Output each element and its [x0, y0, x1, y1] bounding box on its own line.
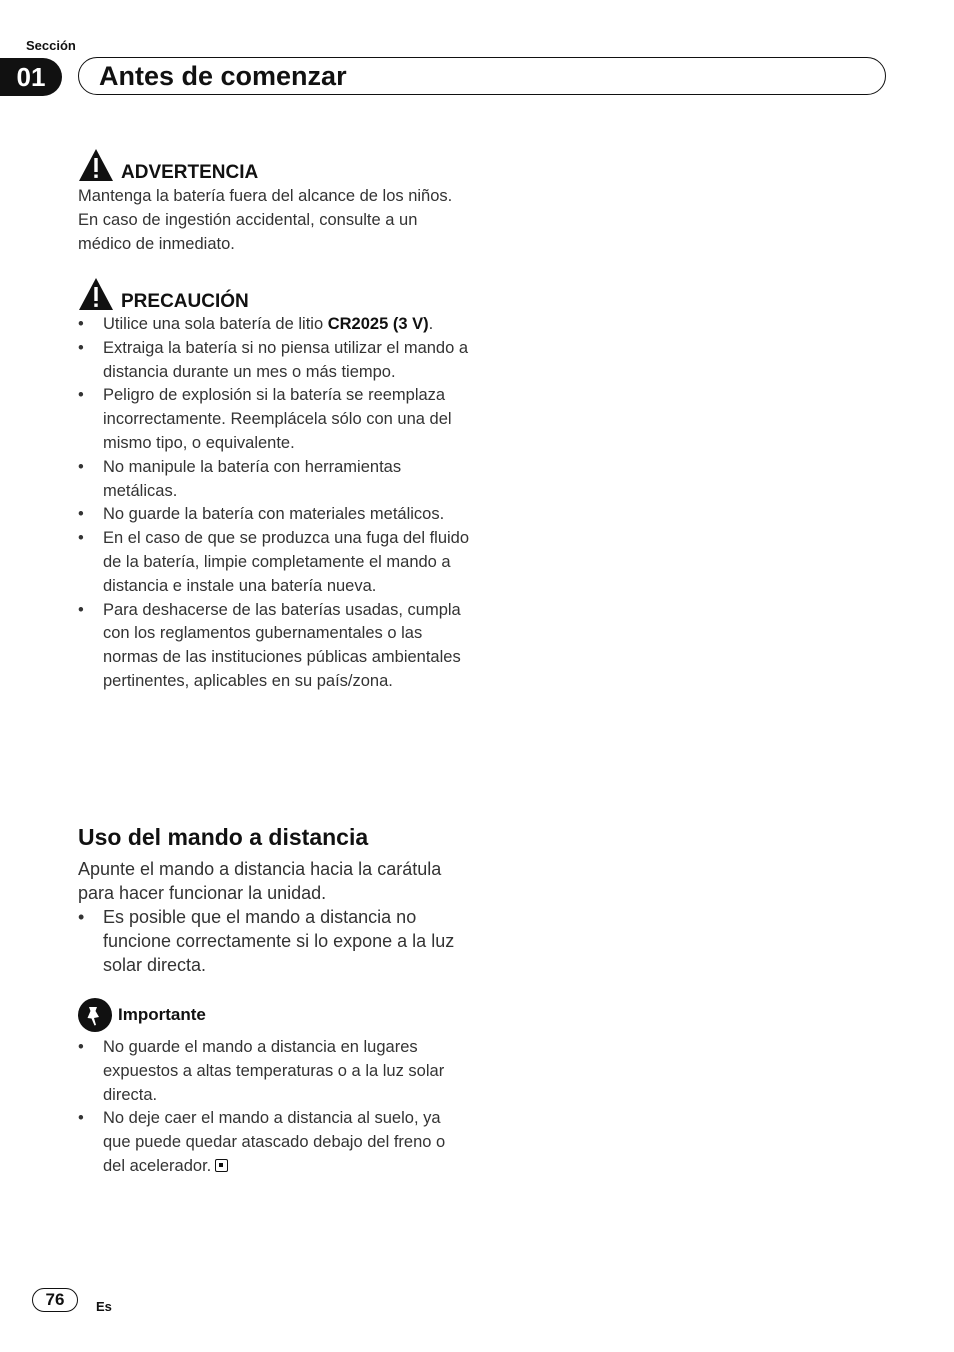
caution-title: PRECAUCIÓN: [121, 291, 249, 312]
warning-triangle-icon: [78, 148, 114, 182]
list-item: • Utilice una sola batería de litio CR2025 (3 V).: [78, 315, 434, 333]
caution-block: [78, 275, 470, 694]
list-item: • Extraiga la batería si no piensa utilizar el mando a distancia durante un mes o más tiempo.: [78, 338, 469, 381]
caution-header: [78, 275, 470, 311]
battery-model: CR2025 (3 V): [327, 315, 429, 333]
important-header: [78, 998, 470, 1032]
remote-list: [78, 905, 470, 977]
warning-header: [78, 146, 470, 182]
warning-block: [78, 146, 470, 256]
chapter-title: Antes de comenzar: [99, 61, 347, 91]
remote-intro: Apunte el mando a distancia hacia la carátula para hacer funcionar la unidad.: [78, 859, 442, 903]
important-title: Importante: [118, 1005, 206, 1024]
list-item: • No manipule la batería con herramientas metálicas.: [78, 457, 402, 500]
page-number: 76: [32, 1288, 78, 1312]
list-item: • No guarde la batería con materiales metálicos.: [78, 505, 445, 524]
section-label: Sección: [26, 38, 76, 53]
section-number: 01: [16, 61, 46, 92]
caution-list: [78, 313, 470, 694]
chapter-title-bar: [78, 57, 886, 95]
list-item: • Es posible que el mando a distancia no funcione correctamente si lo expone a la luz solar directa.: [78, 907, 455, 975]
section-number-badge: [0, 58, 62, 96]
important-block: [78, 998, 470, 1179]
remote-section: [78, 824, 470, 977]
warning-triangle-icon: [78, 277, 114, 311]
section-heading: Uso del mando a distancia: [78, 824, 369, 850]
language-code: Es: [96, 1299, 112, 1314]
end-of-section-icon: [215, 1159, 228, 1172]
important-pin-icon: [78, 998, 112, 1032]
list-item: • No deje caer el mando a distancia al suelo, ya que puede quedar atascado debajo del freno o del acelerador.: [78, 1109, 446, 1175]
list-item: • Peligro de explosión si la batería se reemplaza incorrectamente. Reemplácela sólo con una del mismo tipo, o equivalente.: [78, 386, 452, 452]
important-list: [78, 1036, 470, 1179]
warning-text: Mantenga la batería fuera del alcance de los niños. En caso de ingestión accidental, consulte a un médico de inmediato.: [78, 187, 453, 253]
list-item: • Para deshacerse de las baterías usadas, cumpla con los reglamentos gubernamentales o las normas de las instituciones públicas ambientales pertinentes, aplicables en su país/zona.: [78, 600, 461, 690]
list-item: • No guarde el mando a distancia en lugares expuestos a altas temperaturas o a la luz solar directa.: [78, 1038, 445, 1104]
list-item: • En el caso de que se produzca una fuga del fluido de la batería, limpie completamente el mando a distancia e instale una batería nueva.: [78, 529, 470, 595]
warning-title: ADVERTENCIA: [121, 162, 259, 183]
